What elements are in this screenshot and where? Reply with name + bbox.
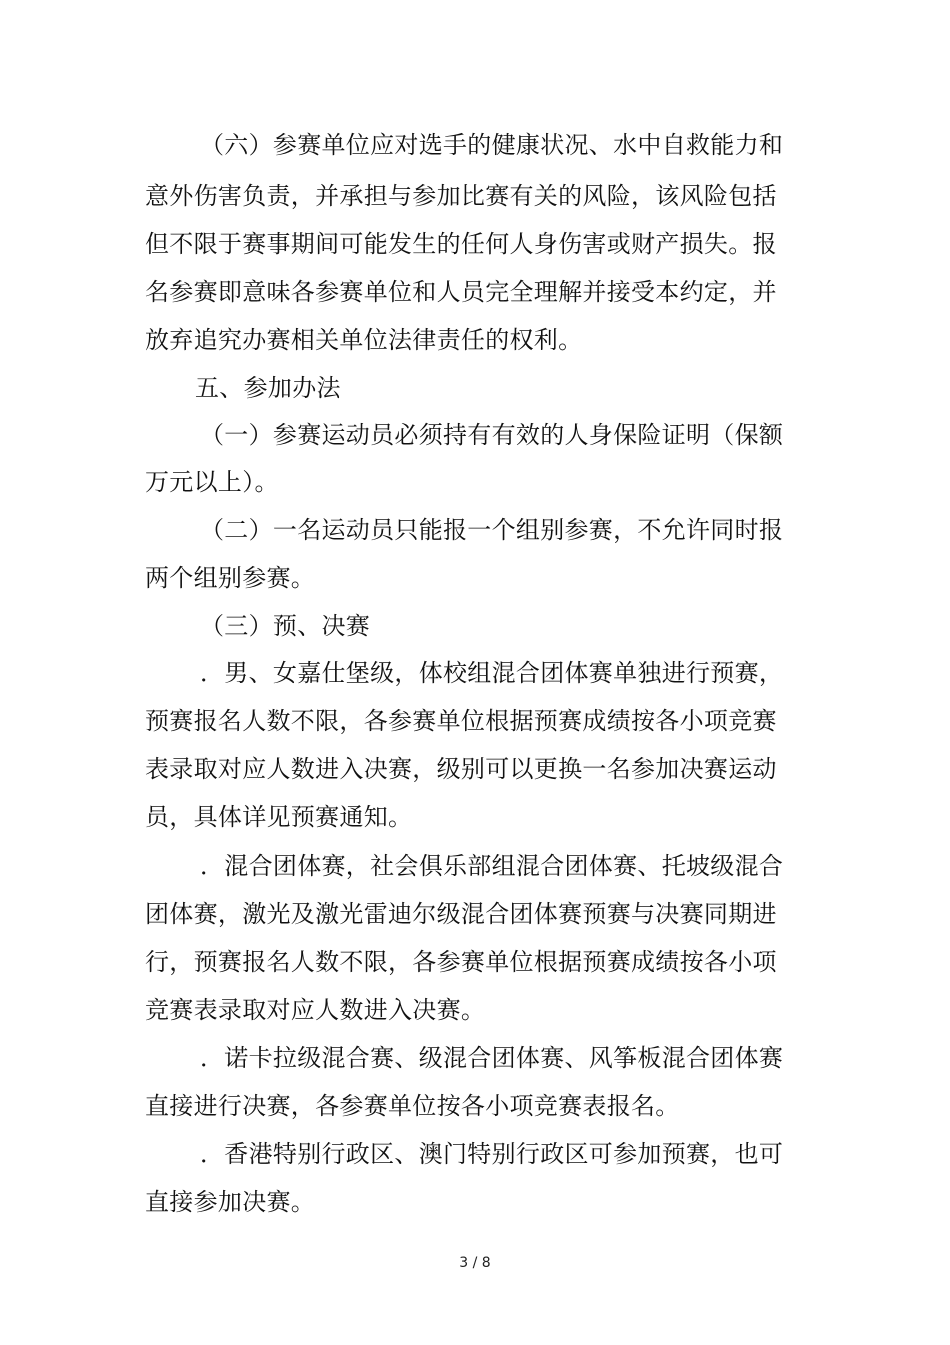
- paragraph-line: 行，预赛报名人数不限，各参赛单位根据预赛成绩按各小项: [145, 948, 777, 976]
- paragraph-line: 表录取对应人数进入决赛，级别可以更换一名参加决赛运动: [145, 755, 777, 783]
- paragraph-line: （二）一名运动员只能报一个组别参赛，不允许同时报: [200, 516, 784, 544]
- paragraph-line: （一）参赛运动员必须持有有效的人身保险证明（保额: [200, 421, 784, 449]
- paragraph-line: （六）参赛单位应对选手的健康状况、水中自救能力和: [200, 131, 784, 159]
- paragraph-line: 直接参加决赛。: [145, 1188, 316, 1216]
- paragraph-line: 放弃追究办赛相关单位法律责任的权利。: [145, 326, 583, 354]
- paragraph-line: 万元以上）。: [145, 468, 279, 496]
- paragraph-line: 意外伤害负责，并承担与参加比赛有关的风险，该风险包括: [145, 182, 777, 210]
- paragraph-line: 名参赛即意味各参赛单位和人员完全理解并接受本约定，并: [145, 278, 777, 306]
- paragraph-line: 两个组别参赛。: [145, 564, 316, 592]
- section-heading: 五、参加办法: [195, 374, 341, 402]
- paragraph-line: ．混合团体赛，社会俱乐部组混合团体赛、托坡级混合: [200, 852, 784, 880]
- paragraph-line: ．男、女嘉仕堡级，体校组混合团体赛单独进行预赛，: [200, 659, 784, 687]
- paragraph-line: 直接进行决赛，各参赛单位按各小项竞赛表报名。: [145, 1092, 680, 1120]
- subsection-heading: （三）预、决赛: [200, 612, 371, 640]
- paragraph-line: 员，具体详见预赛通知。: [145, 803, 413, 831]
- paragraph-line: 竞赛表录取对应人数进入决赛。: [145, 996, 486, 1024]
- paragraph-line: 团体赛，激光及激光雷迪尔级混合团体赛预赛与决赛同期进: [145, 900, 777, 928]
- page-number: 3 / 8: [459, 1255, 491, 1271]
- paragraph-line: ．诺卡拉级混合赛、级混合团体赛、风筝板混合团体赛: [200, 1044, 784, 1072]
- paragraph-line: 预赛报名人数不限，各参赛单位根据预赛成绩按各小项竞赛: [145, 707, 777, 735]
- paragraph-line: 但不限于赛事期间可能发生的任何人身伤害或财产损失。报: [145, 230, 777, 258]
- paragraph-line: ．香港特别行政区、澳门特别行政区可参加预赛，也可: [200, 1140, 784, 1168]
